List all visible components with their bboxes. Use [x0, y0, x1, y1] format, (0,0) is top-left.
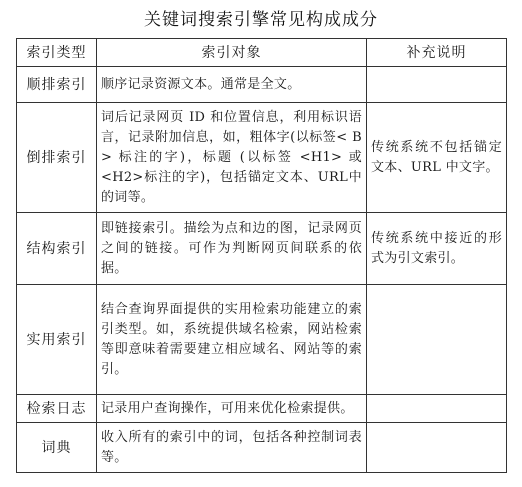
table-header-row [17, 39, 507, 67]
index-type-cell: 结构索引 [17, 213, 97, 285]
note-cell: 传统系统中接近的形式为引文索引。 [367, 213, 507, 285]
document-title: 关键词搜索引擎常见构成成分 [144, 10, 378, 30]
header-index-object: 索引对象 [97, 39, 367, 67]
table-row [17, 67, 507, 103]
header-note: 补充说明 [367, 39, 507, 67]
table-row [17, 285, 507, 395]
table-row [17, 395, 507, 423]
components-table [16, 38, 507, 473]
index-type-cell: 检索日志 [17, 395, 97, 423]
note-cell [367, 67, 507, 103]
index-type-cell: 词典 [17, 423, 97, 473]
index-type-cell: 顺排索引 [17, 67, 97, 103]
note-cell [367, 395, 507, 423]
note-cell [367, 285, 507, 395]
note-cell [367, 423, 507, 473]
index-type-cell: 倒排索引 [17, 103, 97, 213]
index-object-cell: 词后记录网页 ID 和位置信息，利用标识语言，记录附加信息，如，粗体字(以标签< B > 标注的字)，标题 (以标签 <H1> 或 <H2>标注的字)，包括锚定文本、URL中的词等。 [97, 103, 367, 213]
header-index-type: 索引类型 [17, 39, 97, 67]
note-cell: 传统系统不包括锚定文本、URL 中文字。 [367, 103, 507, 213]
table-row [17, 213, 507, 285]
index-object-cell: 记录用户查询操作，可用来优化检索提供。 [97, 395, 367, 423]
index-object-cell: 顺序记录资源文本。通常是全文。 [97, 67, 367, 103]
table-row [17, 423, 507, 473]
index-type-cell: 实用索引 [17, 285, 97, 395]
index-object-cell: 收入所有的索引中的词，包括各种控制词表等。 [97, 423, 367, 473]
index-object-cell: 即链接索引。描绘为点和边的图，记录网页之间的链接。可作为判断网页间联系的依据。 [97, 213, 367, 285]
table-row [17, 103, 507, 213]
index-object-cell: 结合查询界面提供的实用检索功能建立的索引类型。如，系统提供域名检索，网站检索等即意味着需要建立相应域名、网站等的索引。 [97, 285, 367, 395]
